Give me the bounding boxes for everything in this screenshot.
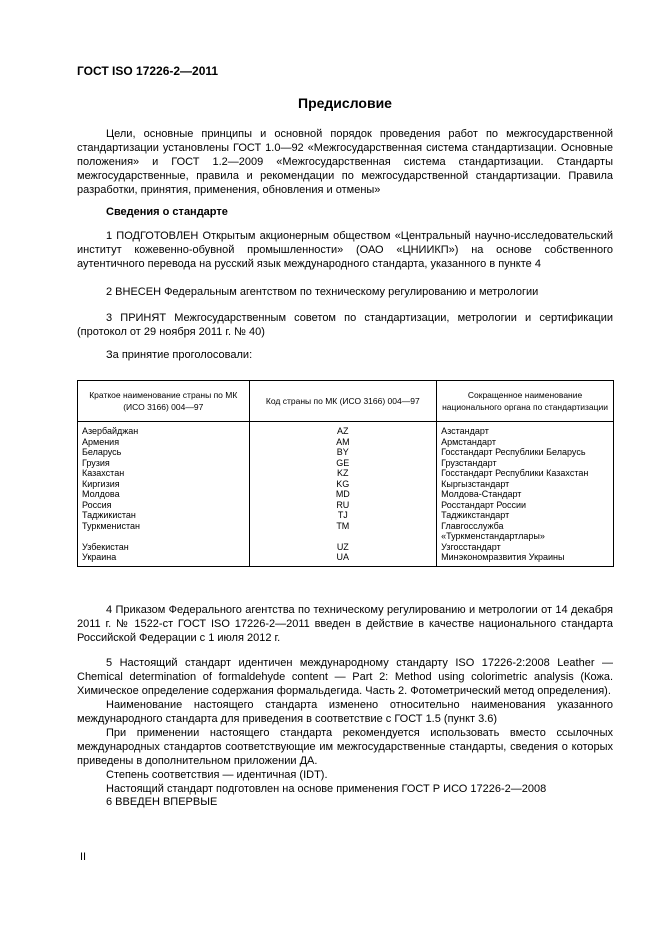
country-cell: Таджикистан (78, 510, 250, 521)
body-cell: Грузстандарт (437, 458, 614, 469)
country-cell: Молдова (78, 489, 250, 500)
country-cell: Армения (78, 437, 250, 448)
item-5-basis: Настоящий стандарт подготовлен на основе применения ГОСТ Р ИСО 17226-2—2008 (106, 783, 547, 795)
country-cell: Беларусь (78, 447, 250, 458)
table-header-row (78, 381, 614, 422)
item-2 (77, 285, 613, 299)
item-4 (77, 603, 613, 645)
table-row (78, 552, 614, 566)
table-row (78, 489, 614, 500)
member-states-table (77, 380, 614, 567)
item-5-rename-note: Наименование настоящего стандарта изменено относительно наименования указанного международного стандарта для приведения в соответствие с ГОСТ 1.5 (пункт 3.6) (77, 699, 613, 725)
code-cell: TM (249, 521, 437, 542)
item-2-text: 2 ВНЕСЕН Федеральным агентством по техническому регулированию и метрологии (106, 286, 539, 298)
code-cell: KZ (249, 468, 437, 479)
item-6 (77, 795, 613, 809)
item-5-conformity: Степень соответствия — идентичная (IDT). (106, 769, 328, 781)
code-cell: UZ (249, 542, 437, 553)
table-header-body: Сокращенное наименование национального органа по стандартизации (437, 381, 614, 422)
code-cell: TJ (249, 510, 437, 521)
page-number: II (80, 851, 87, 863)
body-cell: Госстандарт Республики Казахстан (437, 468, 614, 479)
country-cell: Туркменистан (78, 521, 250, 542)
code-cell: AZ (249, 422, 437, 437)
country-cell: Киргизия (78, 479, 250, 490)
code-cell: GE (249, 458, 437, 469)
item-6-text: 6 ВВЕДЕН ВПЕРВЫЕ (106, 796, 218, 808)
document-code: ГОСТ ISO 17226-2—2011 (77, 64, 219, 78)
body-cell: Молдова-Стандарт (437, 489, 614, 500)
table-row (78, 447, 614, 458)
country-cell: Азербайджан (78, 422, 250, 437)
table-row (78, 458, 614, 469)
item-3-text: 3 ПРИНЯТ Межгосударственным советом по стандартизации, метрологии и сертификации (протокол от 29 ноября 2011 г. № 40) (77, 312, 613, 338)
item-1 (77, 229, 613, 271)
country-cell: Грузия (78, 458, 250, 469)
item-5-text: 5 Настоящий стандарт идентичен международному стандарту ISO 17226-2:2008 Leather — Chemical determination of formaldehyde content — Part 2: Method using colorimetric analysis (Кожа. Химическое определение содержания формальдегида. Часть 2. Фотометрический метод определения). (77, 657, 613, 697)
body-cell: Таджикстандарт (437, 510, 614, 521)
item-5-references-note: При применении настоящего стандарта рекомендуется использовать вместо ссылочных международных стандартов соответствующие им межгосударственные стандарты, сведения о которых приведены в дополнительном приложении ДА. (77, 727, 613, 767)
body-cell: Росстандарт России (437, 500, 614, 511)
intro-paragraph (77, 127, 613, 197)
table-row (78, 437, 614, 448)
item-4-text: 4 Приказом Федерального агентства по техническому регулированию и метрологии от 14 декабря 2011 г. № 1522-ст ГОСТ ISO 17226-2—2011 введен в действие в качестве национального стандарта Российской Федерации с 1 июля 2012 г. (77, 604, 613, 644)
body-cell: Узгосстандарт (437, 542, 614, 553)
code-cell: KG (249, 479, 437, 490)
body-cell: Азстандарт (437, 422, 614, 437)
table-row (78, 422, 614, 437)
table-row (78, 479, 614, 490)
body-cell: Армстандарт (437, 437, 614, 448)
section-heading: Сведения о стандарте (106, 206, 228, 218)
body-cell: Главгосслужба «Туркменстандартлары» (437, 521, 614, 542)
code-cell: BY (249, 447, 437, 458)
table-header-country: Краткое наименование страны по МК (ИСО 3166) 004—97 (78, 381, 250, 422)
intro-text: Цели, основные принципы и основной порядок проведения работ по межгосударственной стандартизации установлены ГОСТ 1.0—92 «Межгосударственная система стандартизации. Основные положения» и ГОСТ 1.2—2009 «Межгосударственная система стандартизации. Стандарты межгосударственные, правила и рекомендации по межгосударственной стандартизации. Правила разработки, принятия, применения, обновления и отмены» (77, 128, 613, 196)
code-cell: RU (249, 500, 437, 511)
country-cell: Украина (78, 552, 250, 566)
page-title: Предисловие (298, 95, 392, 111)
table-row (78, 500, 614, 511)
table-row (78, 510, 614, 521)
body-cell: Госстандарт Республики Беларусь (437, 447, 614, 458)
country-cell: Казахстан (78, 468, 250, 479)
vote-label: За принятие проголосовали: (106, 349, 253, 361)
code-cell: MD (249, 489, 437, 500)
code-cell: UA (249, 552, 437, 566)
country-cell: Узбекистан (78, 542, 250, 553)
country-cell: Россия (78, 500, 250, 511)
body-cell: Минэкономразвития Украины (437, 552, 614, 566)
table-row (78, 542, 614, 553)
item-5 (77, 656, 613, 796)
code-cell: AM (249, 437, 437, 448)
item-3 (77, 311, 613, 339)
table-row (78, 521, 614, 542)
table-row (78, 468, 614, 479)
table-header-code: Код страны по МК (ИСО 3166) 004—97 (249, 381, 437, 422)
body-cell: Кыргызстандарт (437, 479, 614, 490)
item-1-text: 1 ПОДГОТОВЛЕН Открытым акционерным обществом «Центральный научно-исследовательский институт кожевенно-обувной промышленности» (ОАО «ЦНИИКП») на основе собственного аутентичного перевода на русский язык международного стандарта, указанного в пункте 4 (77, 230, 613, 270)
